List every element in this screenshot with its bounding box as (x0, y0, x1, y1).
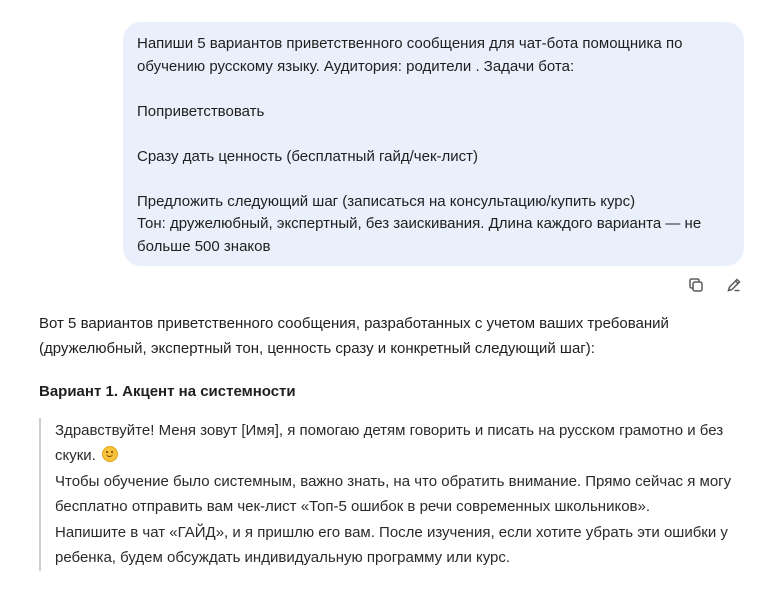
message-actions (686, 275, 744, 295)
smiling-face-emoji-icon (102, 446, 118, 462)
user-message-line: Сразу дать ценность (бесплатный гайд/чек-лист) (137, 147, 478, 165)
user-message-line (137, 123, 720, 146)
edit-pencil-icon (726, 277, 742, 293)
user-message-line: Поприветствовать (137, 102, 265, 120)
quote-line-value: Чтобы обучение было системным, важно знать, на что обратить внимание. Прямо сейчас я могу бесплатно отправить вам чек-лист «Топ-5 ошибок в речи современных школьников». (55, 472, 732, 515)
copy-button[interactable] (686, 275, 706, 295)
user-message-line (137, 78, 720, 101)
quote-line-greeting (55, 418, 739, 469)
variant-title: Вариант 1. Акцент на системности (39, 383, 296, 400)
user-message-line: Напиши 5 вариантов приветственного сообщения для чат-бота помощника по обучению русскому языку. Аудитория: родители . Задачи бота: (137, 35, 687, 75)
user-message-line (137, 168, 720, 191)
assistant-message (39, 312, 739, 571)
quote-greeting-text: Здравствуйте! Меня зовут [Имя], я помогаю детям говорить и писать на русском грамотно и без скуки. (55, 421, 724, 464)
user-message-line: Тон: дружелюбный, экспертный, без заискивания. Длина каждого варианта — не больше 500 знаков (137, 215, 706, 255)
user-message-line: Предложить следующий шаг (записаться на консультацию/купить курс) (137, 192, 636, 210)
variant-quote (39, 418, 739, 571)
quote-line-next-step: Напишите в чат «ГАЙД», и я пришлю его вам. После изучения, если хотите убрать эти ошибки у ребенка, будем обсуждать индивидуальную программу или курс. (55, 523, 728, 566)
assistant-intro: Вот 5 вариантов приветственного сообщения, разработанных с учетом ваших требований (дружелюбный, экспертный тон, ценность сразу и конкретный следующий шаг): (39, 315, 669, 357)
user-message-bubble (123, 22, 744, 266)
edit-button[interactable] (724, 275, 744, 295)
copy-icon (688, 277, 704, 293)
